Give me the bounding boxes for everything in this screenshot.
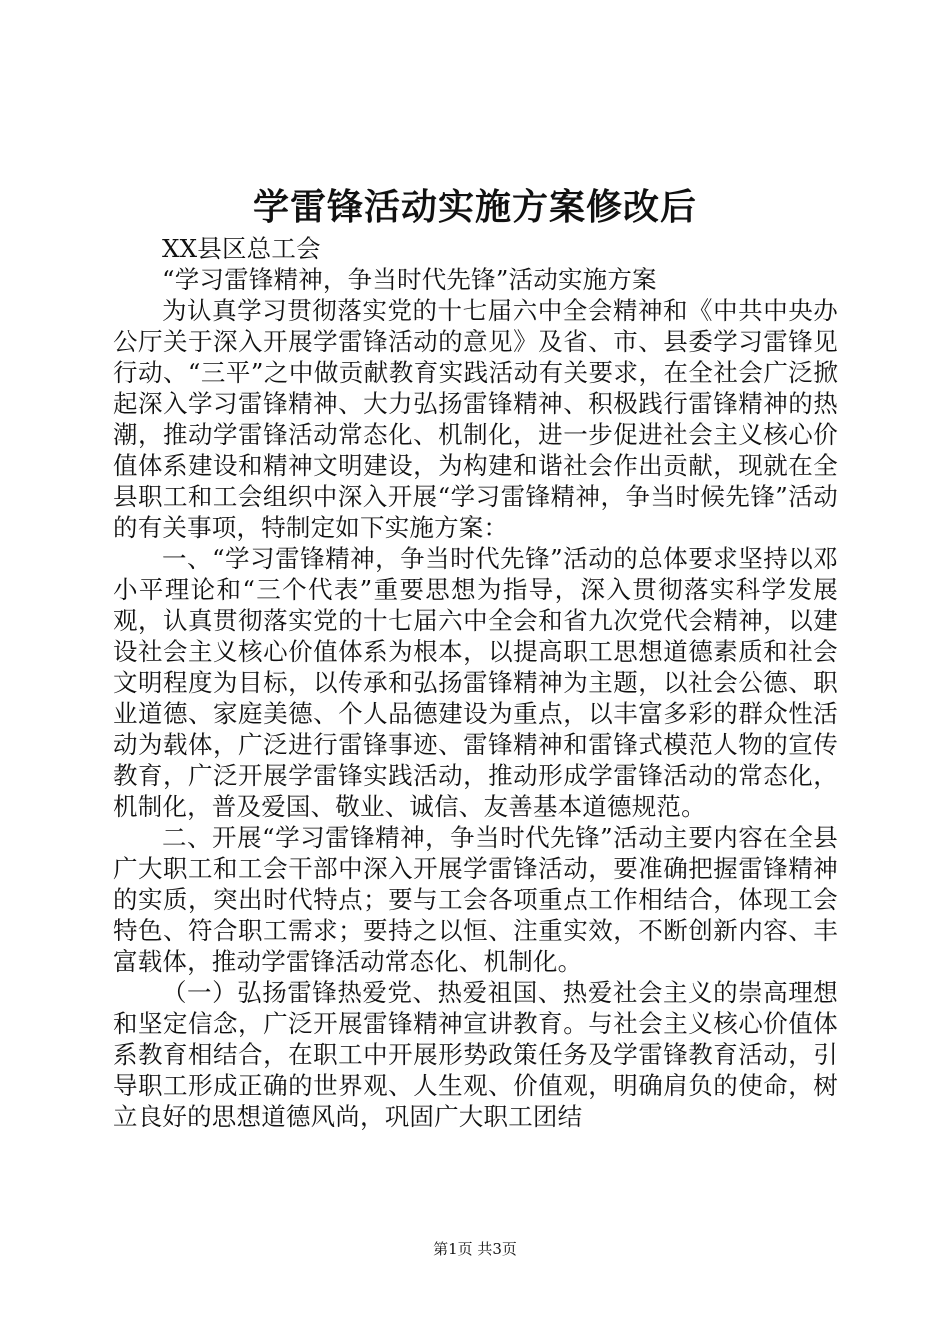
document-title: 学雷锋活动实施方案修改后 <box>252 187 697 228</box>
subsection-one-paragraph: （一）弘扬雷锋热爱党、热爱祖国、热爱社会主义的崇高理想和坚定信念，广泛开展雷锋精神宣讲教育。与社会主义核心价值体系教育相结合，在职工中开展形势政策任务及学雷锋教育活动，引导职工形成正确的世界观、人生观、价值观，明确肩负的使命，树立良好的思想道德风尚，巩固广大职工团结 <box>113 978 838 1131</box>
page-footer: 第1页 共3页 <box>433 1240 517 1258</box>
section-one-paragraph: 一、“学习雷锋精神，争当时代先锋”活动的总体要求坚持以邓小平理论和“三个代表”重要思想为指导，深入贯彻落实科学发展观，认真贯彻落实党的十七届六中全会和省九次党代会精神，以建设社会主义核心价值体系为根本，以提高职工思想道德素质和社会文明程度为目标，以传承和弘扬雷锋精神为主题，以社会公德、职业道德、家庭美德、个人品德建设为重点，以丰富多彩的群众性活动为载体，广泛进行雷锋事迹、雷锋精神和雷锋式模范人物的宣传教育，广泛开展学雷锋实践活动，推动形成学雷锋活动的常态化，机制化，普及爱国、敬业、诚信、友善基本道德规范。 <box>113 544 838 821</box>
intro-paragraph: 为认真学习贯彻落实党的十七届六中全会精神和《中共中央办公厅关于深入开展学雷锋活动的意见》及省、市、县委学习雷锋见行动、“三平”之中做贡献教育实践活动有关要求，在全社会广泛掀起深入学习雷锋精神、大力弘扬雷锋精神、积极践行雷锋精神的热潮，推动学雷锋活动常态化、机制化，进一步促进社会主义核心价值体系建设和精神文明建设，为构建和谐社会作出贡献，现就在全县职工和工会组织中深入开展“学习雷锋精神，争当时候先锋”活动的有关事项，特制定如下实施方案： <box>113 296 838 542</box>
document-body <box>113 233 838 1132</box>
organization-line: XX县区总工会 <box>162 234 321 263</box>
plan-subtitle: “学习雷锋精神，争当时代先锋”活动实施方案 <box>162 265 657 294</box>
section-two-paragraph: 二、开展“学习雷锋精神，争当时代先锋”活动主要内容在全县广大职工和工会干部中深入开展学雷锋活动，要准确把握雷锋精神的实质，突出时代特点；要与工会各项重点工作相结合，体现工会特色、符合职工需求；要持之以恒、注重实效，不断创新内容、丰富载体，推动学雷锋活动常态化、机制化。 <box>113 823 838 976</box>
